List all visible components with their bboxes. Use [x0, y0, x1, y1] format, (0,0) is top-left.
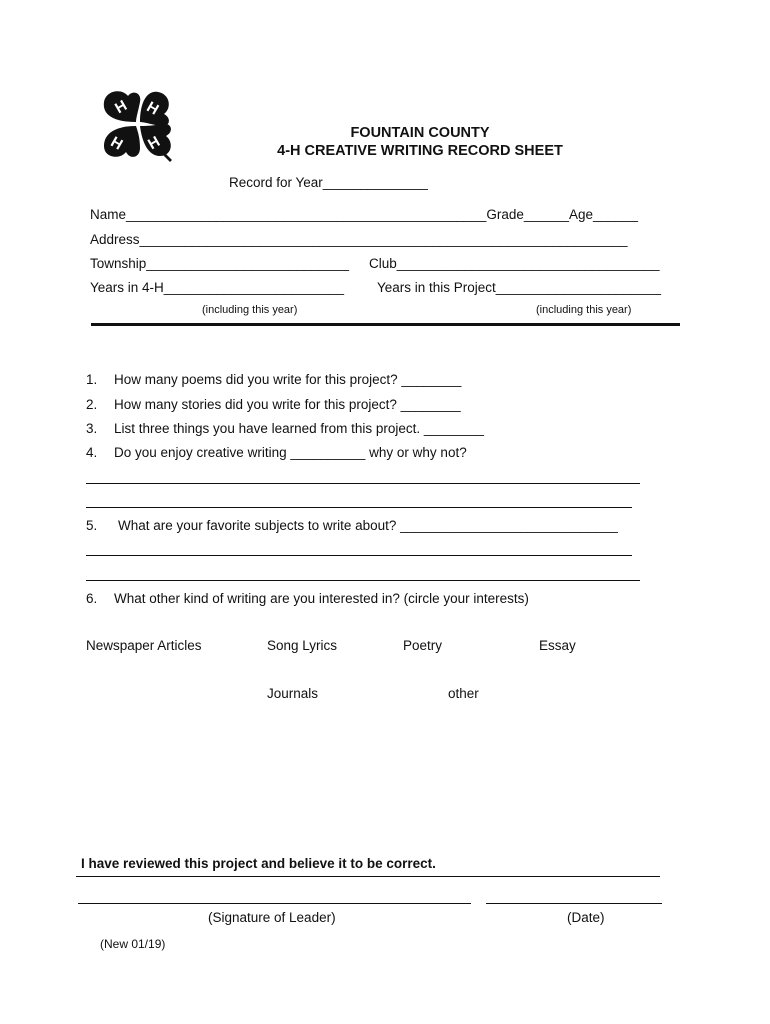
clover-letter-top-left: H — [112, 97, 131, 118]
record-year-field[interactable]: Record for Year______________ — [229, 175, 428, 190]
county-heading: FOUNTAIN COUNTY — [350, 125, 490, 141]
page-title: 4-H CREATIVE WRITING RECORD SHEET — [277, 143, 563, 159]
including-year-note-right: (including this year) — [536, 304, 632, 316]
years-in-4h-field[interactable]: Years in 4-H________________________ — [90, 280, 344, 295]
years-in-project-field[interactable]: Years in this Project______________________ — [377, 280, 661, 295]
leader-signature-line[interactable] — [78, 903, 471, 904]
interest-essay[interactable]: Essay — [539, 638, 576, 653]
including-year-note-left: (including this year) — [202, 304, 298, 316]
answer-line[interactable] — [86, 483, 640, 484]
answer-line[interactable] — [86, 580, 640, 581]
signature-label: (Signature of Leader) — [208, 910, 336, 925]
question-number: 1. — [86, 372, 98, 387]
answer-line[interactable] — [86, 507, 632, 508]
question-number: 2. — [86, 397, 98, 412]
review-statement: I have reviewed this project and believe it to be correct. — [81, 856, 436, 871]
statement-line — [76, 876, 660, 877]
interest-other[interactable]: other — [448, 686, 479, 701]
question-number: 4. — [86, 445, 98, 460]
question-text[interactable]: Do you enjoy creative writing __________ why or why not? — [114, 445, 467, 460]
question-text: What other kind of writing are you interested in? (circle your interests) — [114, 591, 529, 606]
clover-letter-top-right: H — [143, 98, 162, 119]
clover-letter-bottom-left: H — [107, 133, 126, 154]
date-line[interactable] — [486, 903, 662, 904]
answer-line[interactable] — [86, 555, 632, 556]
interest-poetry[interactable]: Poetry — [403, 638, 443, 653]
interest-newspaper-articles[interactable]: Newspaper Articles — [86, 638, 202, 653]
interest-song-lyrics[interactable]: Song Lyrics — [267, 638, 338, 653]
revision-note: (New 01/19) — [100, 937, 166, 951]
question-text[interactable]: How many stories did you write for this project? ________ — [114, 397, 461, 412]
question-number: 6. — [86, 591, 98, 606]
date-label: (Date) — [567, 910, 605, 925]
question-number: 3. — [86, 421, 98, 436]
question-number: 5. — [86, 518, 98, 533]
name-grade-age-field[interactable]: Name________________________________________________Grade______Age______ — [90, 207, 639, 222]
township-field[interactable]: Township___________________________ — [90, 256, 349, 271]
club-field[interactable]: Club___________________________________ — [369, 256, 660, 271]
interest-journals[interactable]: Journals — [267, 686, 319, 701]
question-text[interactable]: What are your favorite subjects to write about? _____________________________ — [118, 518, 618, 533]
header-divider — [91, 323, 680, 326]
question-text[interactable]: How many poems did you write for this project? ________ — [114, 372, 462, 387]
address-field[interactable]: Address_________________________________________________________________ — [90, 232, 628, 247]
clover-letter-bottom-right: H — [145, 133, 164, 154]
question-text[interactable]: List three things you have learned from this project. ________ — [114, 421, 484, 436]
4h-clover-logo — [96, 86, 180, 164]
